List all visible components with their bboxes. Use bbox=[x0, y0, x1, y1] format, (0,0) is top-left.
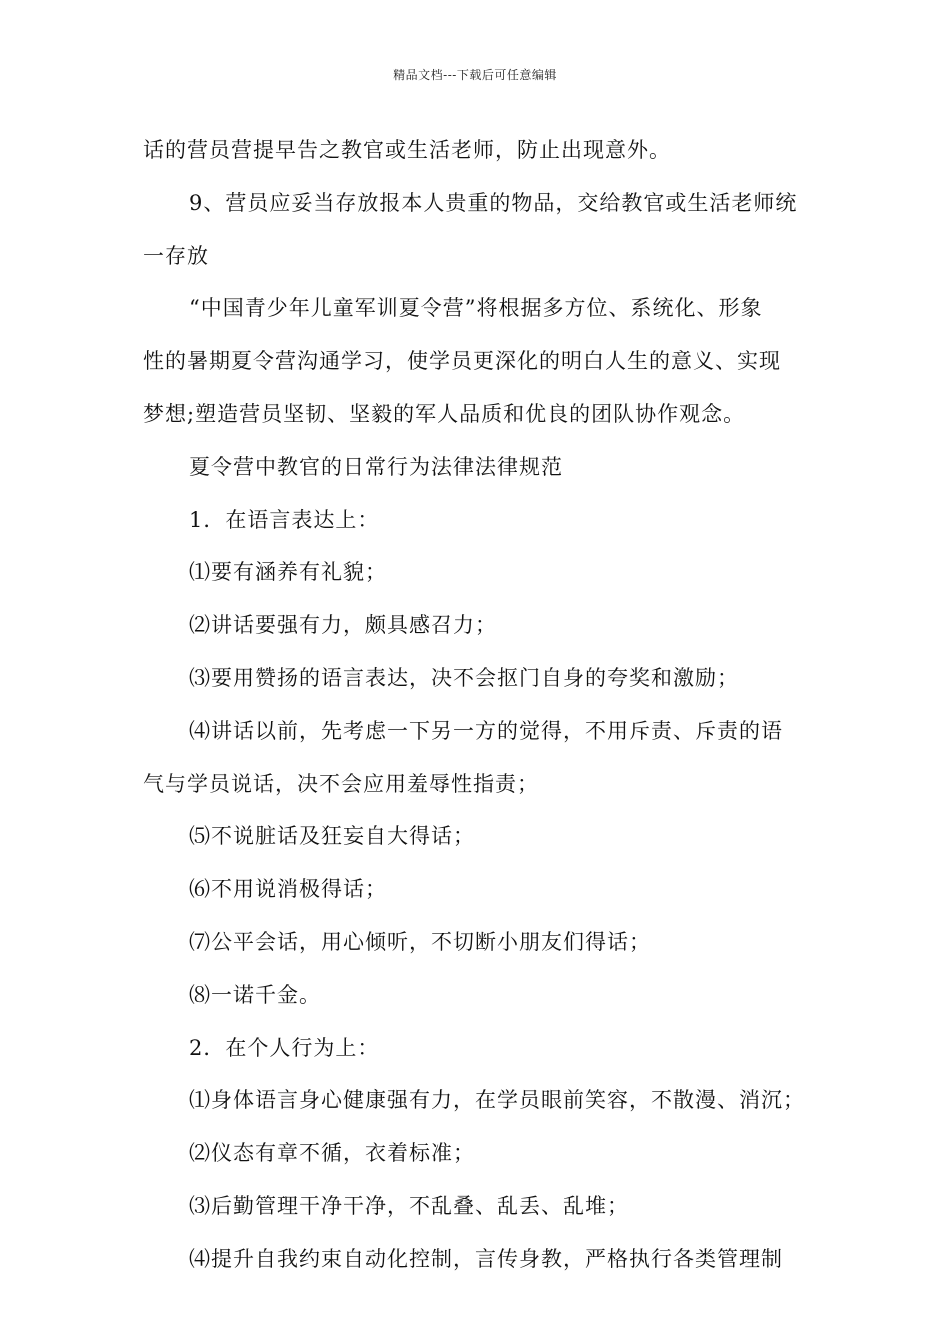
page-header: 精品文档---下载后可任意编辑 bbox=[393, 68, 557, 82]
list-item: ⑷讲话以前，先考虑一下另一方的觉得，不用斥责、斥责的语 bbox=[189, 718, 783, 743]
list-item-continuation: 气与学员说话，决不会应用羞辱性指责； bbox=[143, 771, 539, 796]
list-item: ⑶后勤管理干净干净，不乱叠、乱丢、乱堆； bbox=[189, 1193, 629, 1218]
text-line: 梦想;塑造营员坚韧、坚毅的军人品质和优良的团队协作观念。 bbox=[143, 401, 746, 426]
list-item: ⑶要用赞扬的语言表达，决不会抠门自身的夸奖和激励； bbox=[189, 665, 739, 690]
text-line: “中国青少年儿童军训夏令营”将根据多方位、系统化、形象 bbox=[189, 296, 763, 321]
list-item: ⑵仪态有章不循，衣着标准； bbox=[189, 1141, 475, 1166]
list-heading: 2．在个人行为上： bbox=[189, 1035, 380, 1060]
text-line: 一存放 bbox=[143, 243, 209, 268]
text-line: 话的营员营提早告之教官或生活老师，防止出现意外。 bbox=[143, 138, 671, 162]
section-heading: 夏令营中教官的日常行为法律法律规范 bbox=[189, 454, 563, 479]
list-item: ⑷提升自我约束自动化控制，言传身教，严格执行各类管理制 bbox=[189, 1246, 783, 1271]
list-item: ⑺公平会话，用心倾听，不切断小朋友们得话； bbox=[189, 929, 651, 954]
list-item: ⑴要有涵养有礼貌； bbox=[189, 560, 387, 585]
text-line: 9、营员应妥当存放报本人贵重的物品，交给教官或生活老师统 bbox=[189, 190, 798, 215]
list-heading: 1．在语言表达上： bbox=[189, 507, 380, 532]
text-line: 性的暑期夏令营沟通学习，使学员更深化的明白人生的意义、实现 bbox=[143, 349, 781, 374]
document-body bbox=[143, 124, 823, 1286]
list-item: ⑵讲话要强有力，颇具感召力； bbox=[189, 613, 497, 638]
list-item: ⑻一诺千金。 bbox=[189, 982, 321, 1007]
list-item: ⑴身体语言身心健康强有力，在学员眼前笑容，不散漫、消沉； bbox=[189, 1088, 805, 1113]
list-item: ⑹不用说消极得话； bbox=[189, 877, 387, 902]
list-item: ⑸不说脏话及狂妄自大得话； bbox=[189, 824, 475, 849]
